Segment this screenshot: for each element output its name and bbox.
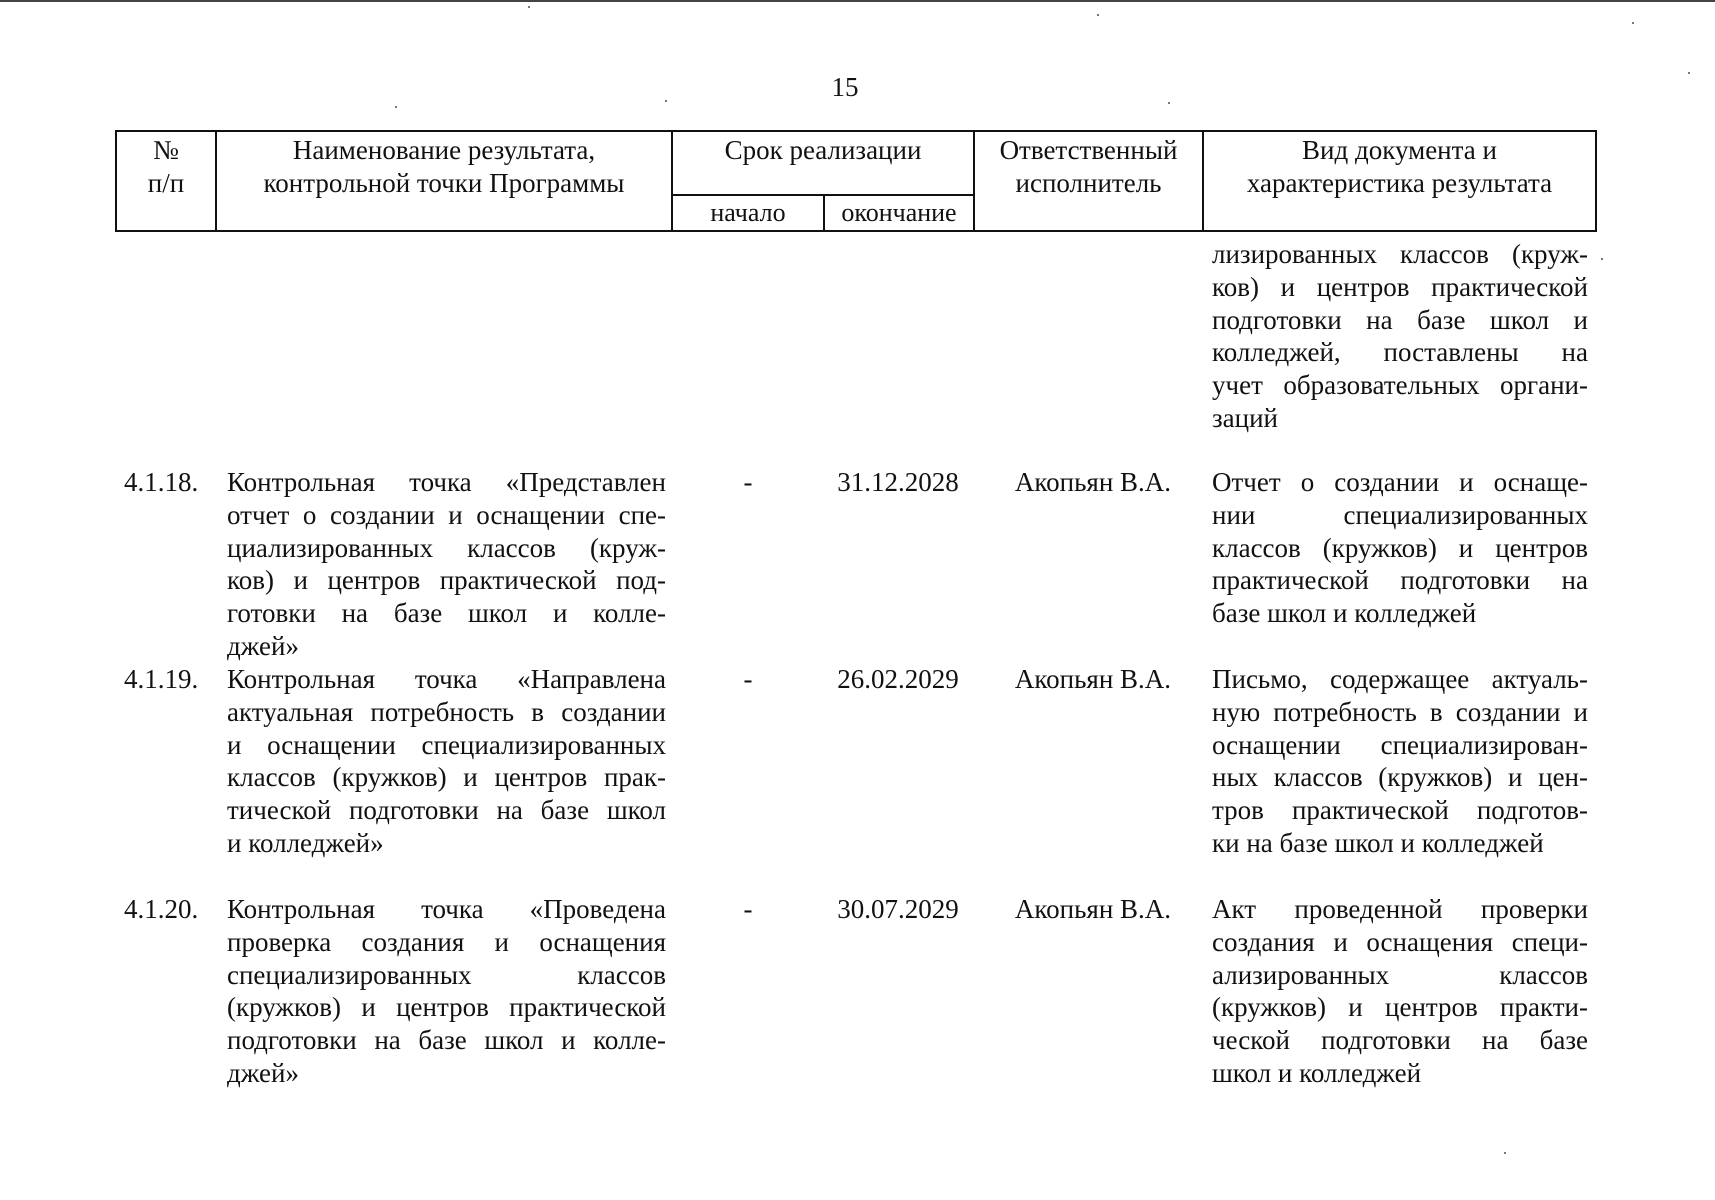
row-name-text [227,893,666,1090]
header-term-end: окончание [825,194,973,232]
row-number: 4.1.18. [124,467,199,497]
text-line: подготовки на базе школ и колле- [227,1025,666,1056]
text-line: Контрольная точка «Проведена [227,894,666,924]
row-start-date: - [743,664,753,694]
header-name-column [217,132,673,232]
text-line: ных классов (кружков) и цен- [1212,762,1588,793]
row-document-text [1212,893,1588,1090]
row-document-text [1212,466,1588,630]
text-line: специализированных классов [227,959,666,990]
row-responsible: Акопьян В.А. [1014,467,1172,497]
text-line: ческой подготовки на базе [1212,1025,1588,1056]
scan-speck [1601,258,1603,260]
scan-speck [1097,14,1099,16]
header-document-line-2: характеристика результата [1246,168,1553,198]
header-responsible-line-1: Ответственный [999,135,1178,165]
page-number: 15 [831,72,859,102]
header-document-line-1: Вид документа и [1302,135,1497,165]
text-line: ков) и центров практической под- [227,565,666,596]
top-border-line [0,0,1715,2]
text-line: тической подготовки на базе школ [227,795,666,826]
row-end-date: 31.12.2028 [837,467,959,497]
text-line: Отчет о создании и оснаще- [1212,467,1588,497]
row-name-text [227,663,666,860]
scan-speck [395,106,397,108]
row-start-date: - [743,467,753,497]
scan-speck [1504,1152,1506,1154]
text-line: актуальная потребность в создании [227,696,666,727]
text-line: заций [1212,402,1278,433]
text-line: джей» [227,630,299,661]
row-document-text [1212,663,1588,860]
scan-speck [528,6,530,8]
header-document-column [1204,132,1595,232]
row-start-date: - [743,894,753,924]
text-line: (кружков) и центров практической [227,992,666,1023]
text-line: ки на базе школ и колледжей [1212,827,1544,858]
text-line: классов (кружков) и центров прак- [227,762,666,793]
text-line: базе школ и колледжей [1212,598,1477,629]
text-line: учет образовательных органи- [1212,370,1588,401]
header-number-line-1: № [153,135,179,165]
header-responsible-line-2: исполнитель [1015,168,1162,198]
header-responsible-column [975,132,1204,232]
text-line: колледжей, поставлены на [1212,337,1588,368]
text-line: Письмо, содержащее актуаль- [1212,664,1588,694]
text-line: ную потребность в создании и [1212,696,1588,727]
header-term-start: начало [673,194,825,232]
text-line: проверка создания и оснащения [227,926,666,957]
text-line: лизированных классов (круж- [1212,239,1588,269]
header-number-column [117,132,217,232]
text-line: ков) и центров практической [1212,271,1588,302]
text-line: джей» [227,1057,299,1088]
text-line: создания и оснащения специ- [1212,926,1588,957]
row-number: 4.1.20. [124,894,199,924]
row-name-text [227,466,666,663]
row-number: 4.1.19. [124,664,199,694]
text-line: (кружков) и центров практи- [1212,992,1588,1023]
header-name-line-2: контрольной точки Программы [263,168,625,198]
text-line: и оснащении специализированных [227,729,666,760]
row-end-date: 30.07.2029 [837,894,959,924]
row-responsible: Акопьян В.А. [1014,664,1172,694]
text-line: Контрольная точка «Направлена [227,664,666,694]
text-line: подготовки на базе школ и [1212,304,1588,335]
continuation-document-text [1212,238,1588,435]
table-header [115,130,1597,232]
text-line: готовки на базе школ и колле- [227,598,666,629]
header-term-title: Срок реализации [724,135,922,165]
text-line: практической подготовки на [1212,565,1588,596]
text-line: и колледжей» [227,827,384,858]
header-name-line-1: Наименование результата, [292,135,596,165]
scan-speck [1632,22,1634,24]
row-end-date: 26.02.2029 [837,664,959,694]
row-responsible: Акопьян В.А. [1014,894,1172,924]
header-number-line-2: п/п [147,168,185,198]
text-line: нии специализированных [1212,499,1588,530]
text-line: Акт проведенной проверки [1212,894,1588,924]
text-line: тров практической подготов- [1212,795,1588,826]
text-line: школ и колледжей [1212,1057,1422,1088]
text-line: оснащении специализирован- [1212,729,1588,760]
text-line: классов (кружков) и центров [1212,532,1588,563]
text-line: Контрольная точка «Представлен [227,467,666,497]
text-line: ализированных классов [1212,959,1588,990]
text-line: отчет о создании и оснащении спе- [227,499,666,530]
header-term-group [673,132,975,232]
text-line: циализированных классов (круж- [227,532,666,563]
